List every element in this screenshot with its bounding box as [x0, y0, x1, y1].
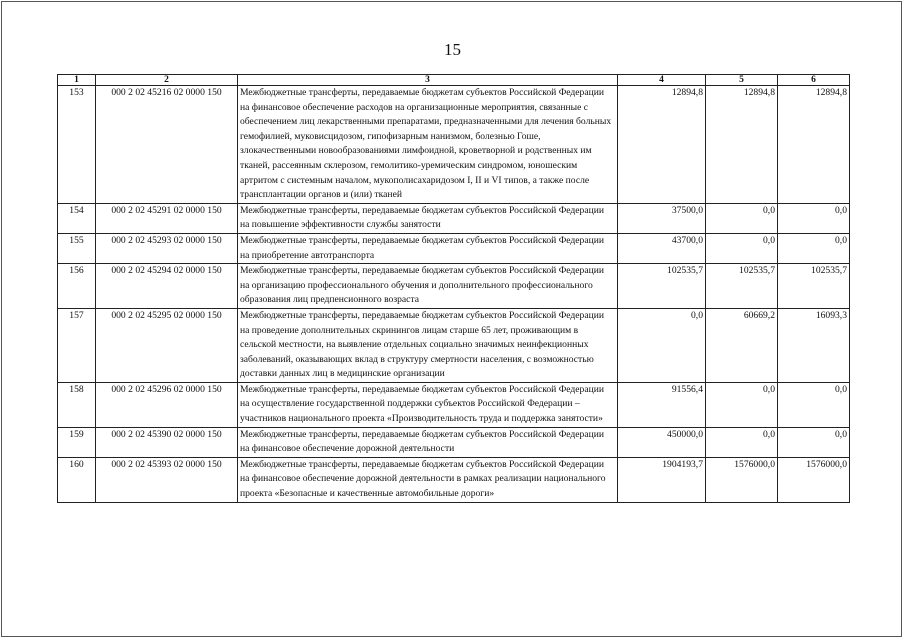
column-header: 3: [238, 75, 618, 86]
row-description: Межбюджетные трансферты, передаваемые бюджетам субъектов Российской Федерации на организацию профессионального обучения и дополнительного профессионального образования лиц предпенсионного возраста: [238, 264, 618, 309]
column-header: 6: [778, 75, 850, 86]
column-header: 4: [618, 75, 706, 86]
budget-code: 000 2 02 45291 02 0000 150: [96, 203, 238, 233]
budget-code: 000 2 02 45296 02 0000 150: [96, 382, 238, 427]
value-col-6: 16093,3: [778, 308, 850, 382]
value-col-4: 91556,4: [618, 382, 706, 427]
row-description: Межбюджетные трансферты, передаваемые бюджетам субъектов Российской Федерации на проведение дополнительных скринингов лицам старше 65 лет, проживающим в сельской местности, на выявление отдельных социально значимых неинфекционных заболеваний, оказывающих вклад в структуру смертности населения, с возможностью доставки данных лиц в медицинские организации: [238, 308, 618, 382]
table-row: [58, 264, 850, 309]
budget-table: [57, 74, 850, 503]
value-col-5: 1576000,0: [706, 457, 778, 502]
row-number: 156: [58, 264, 96, 309]
column-header: 1: [58, 75, 96, 86]
value-col-6: 12894,8: [778, 86, 850, 204]
value-col-4: 450000,0: [618, 427, 706, 457]
value-col-4: 43700,0: [618, 233, 706, 263]
value-col-5: 0,0: [706, 203, 778, 233]
table-row: [58, 233, 850, 263]
value-col-6: 0,0: [778, 382, 850, 427]
value-col-6: 1576000,0: [778, 457, 850, 502]
value-col-5: 102535,7: [706, 264, 778, 309]
value-col-4: 1904193,7: [618, 457, 706, 502]
budget-code: 000 2 02 45216 02 0000 150: [96, 86, 238, 204]
row-description: Межбюджетные трансферты, передаваемые бюджетам субъектов Российской Федерации на приобретение автотранспорта: [238, 233, 618, 263]
budget-code: 000 2 02 45293 02 0000 150: [96, 233, 238, 263]
value-col-6: 102535,7: [778, 264, 850, 309]
value-col-4: 0,0: [618, 308, 706, 382]
value-col-6: 0,0: [778, 203, 850, 233]
table-header-row: [58, 75, 850, 86]
row-description: Межбюджетные трансферты, передаваемые бюджетам субъектов Российской Федерации на финансовое обеспечение дорожной деятельности: [238, 427, 618, 457]
value-col-5: 0,0: [706, 427, 778, 457]
table-row: [58, 457, 850, 502]
budget-code: 000 2 02 45295 02 0000 150: [96, 308, 238, 382]
value-col-4: 102535,7: [618, 264, 706, 309]
row-number: 153: [58, 86, 96, 204]
row-number: 160: [58, 457, 96, 502]
row-description: Межбюджетные трансферты, передаваемые бюджетам субъектов Российской Федерации на повышение эффективности службы занятости: [238, 203, 618, 233]
table-row: [58, 203, 850, 233]
value-col-5: 12894,8: [706, 86, 778, 204]
value-col-5: 60669,2: [706, 308, 778, 382]
page-number: 15: [444, 40, 461, 59]
budget-code: 000 2 02 45294 02 0000 150: [96, 264, 238, 309]
table-row: [58, 308, 850, 382]
row-description: Межбюджетные трансферты, передаваемые бюджетам субъектов Российской Федерации на финансовое обеспечение дорожной деятельности в рамках реализации национального проекта «Безопасные и качественные автомобильные дороги»: [238, 457, 618, 502]
row-description: Межбюджетные трансферты, передаваемые бюджетам субъектов Российской Федерации на финансовое обеспечение расходов на организационные мероприятия, связанные с обеспечением лиц лекарственными препаратами, предназначенными для лечения больных гемофилией, муковисцидозом, гипофизарным нанизмом, болезнью Гоше, злокачественными новообразованиями лимфоидной, кроветворной и родственных им тканей, рассеянным склерозом, гемолитико-уремическим синдромом, юношеским артритом с системным началом, мукополисахаридозом I, II и VI типов, а также после трансплантации органов и (или) тканей: [238, 86, 618, 204]
budget-code: 000 2 02 45390 02 0000 150: [96, 427, 238, 457]
row-number: 154: [58, 203, 96, 233]
value-col-4: 37500,0: [618, 203, 706, 233]
row-number: 158: [58, 382, 96, 427]
value-col-5: 0,0: [706, 382, 778, 427]
value-col-4: 12894,8: [618, 86, 706, 204]
value-col-6: 0,0: [778, 233, 850, 263]
column-header: 5: [706, 75, 778, 86]
row-number: 155: [58, 233, 96, 263]
table-row: [58, 382, 850, 427]
value-col-5: 0,0: [706, 233, 778, 263]
column-header: 2: [96, 75, 238, 86]
table-row: [58, 86, 850, 204]
budget-code: 000 2 02 45393 02 0000 150: [96, 457, 238, 502]
table-row: [58, 427, 850, 457]
value-col-6: 0,0: [778, 427, 850, 457]
row-description: Межбюджетные трансферты, передаваемые бюджетам субъектов Российской Федерации на осуществление государственной поддержки субъектов Российской Федерации – участников национального проекта «Производительность труда и поддержка занятости»: [238, 382, 618, 427]
row-number: 157: [58, 308, 96, 382]
row-number: 159: [58, 427, 96, 457]
